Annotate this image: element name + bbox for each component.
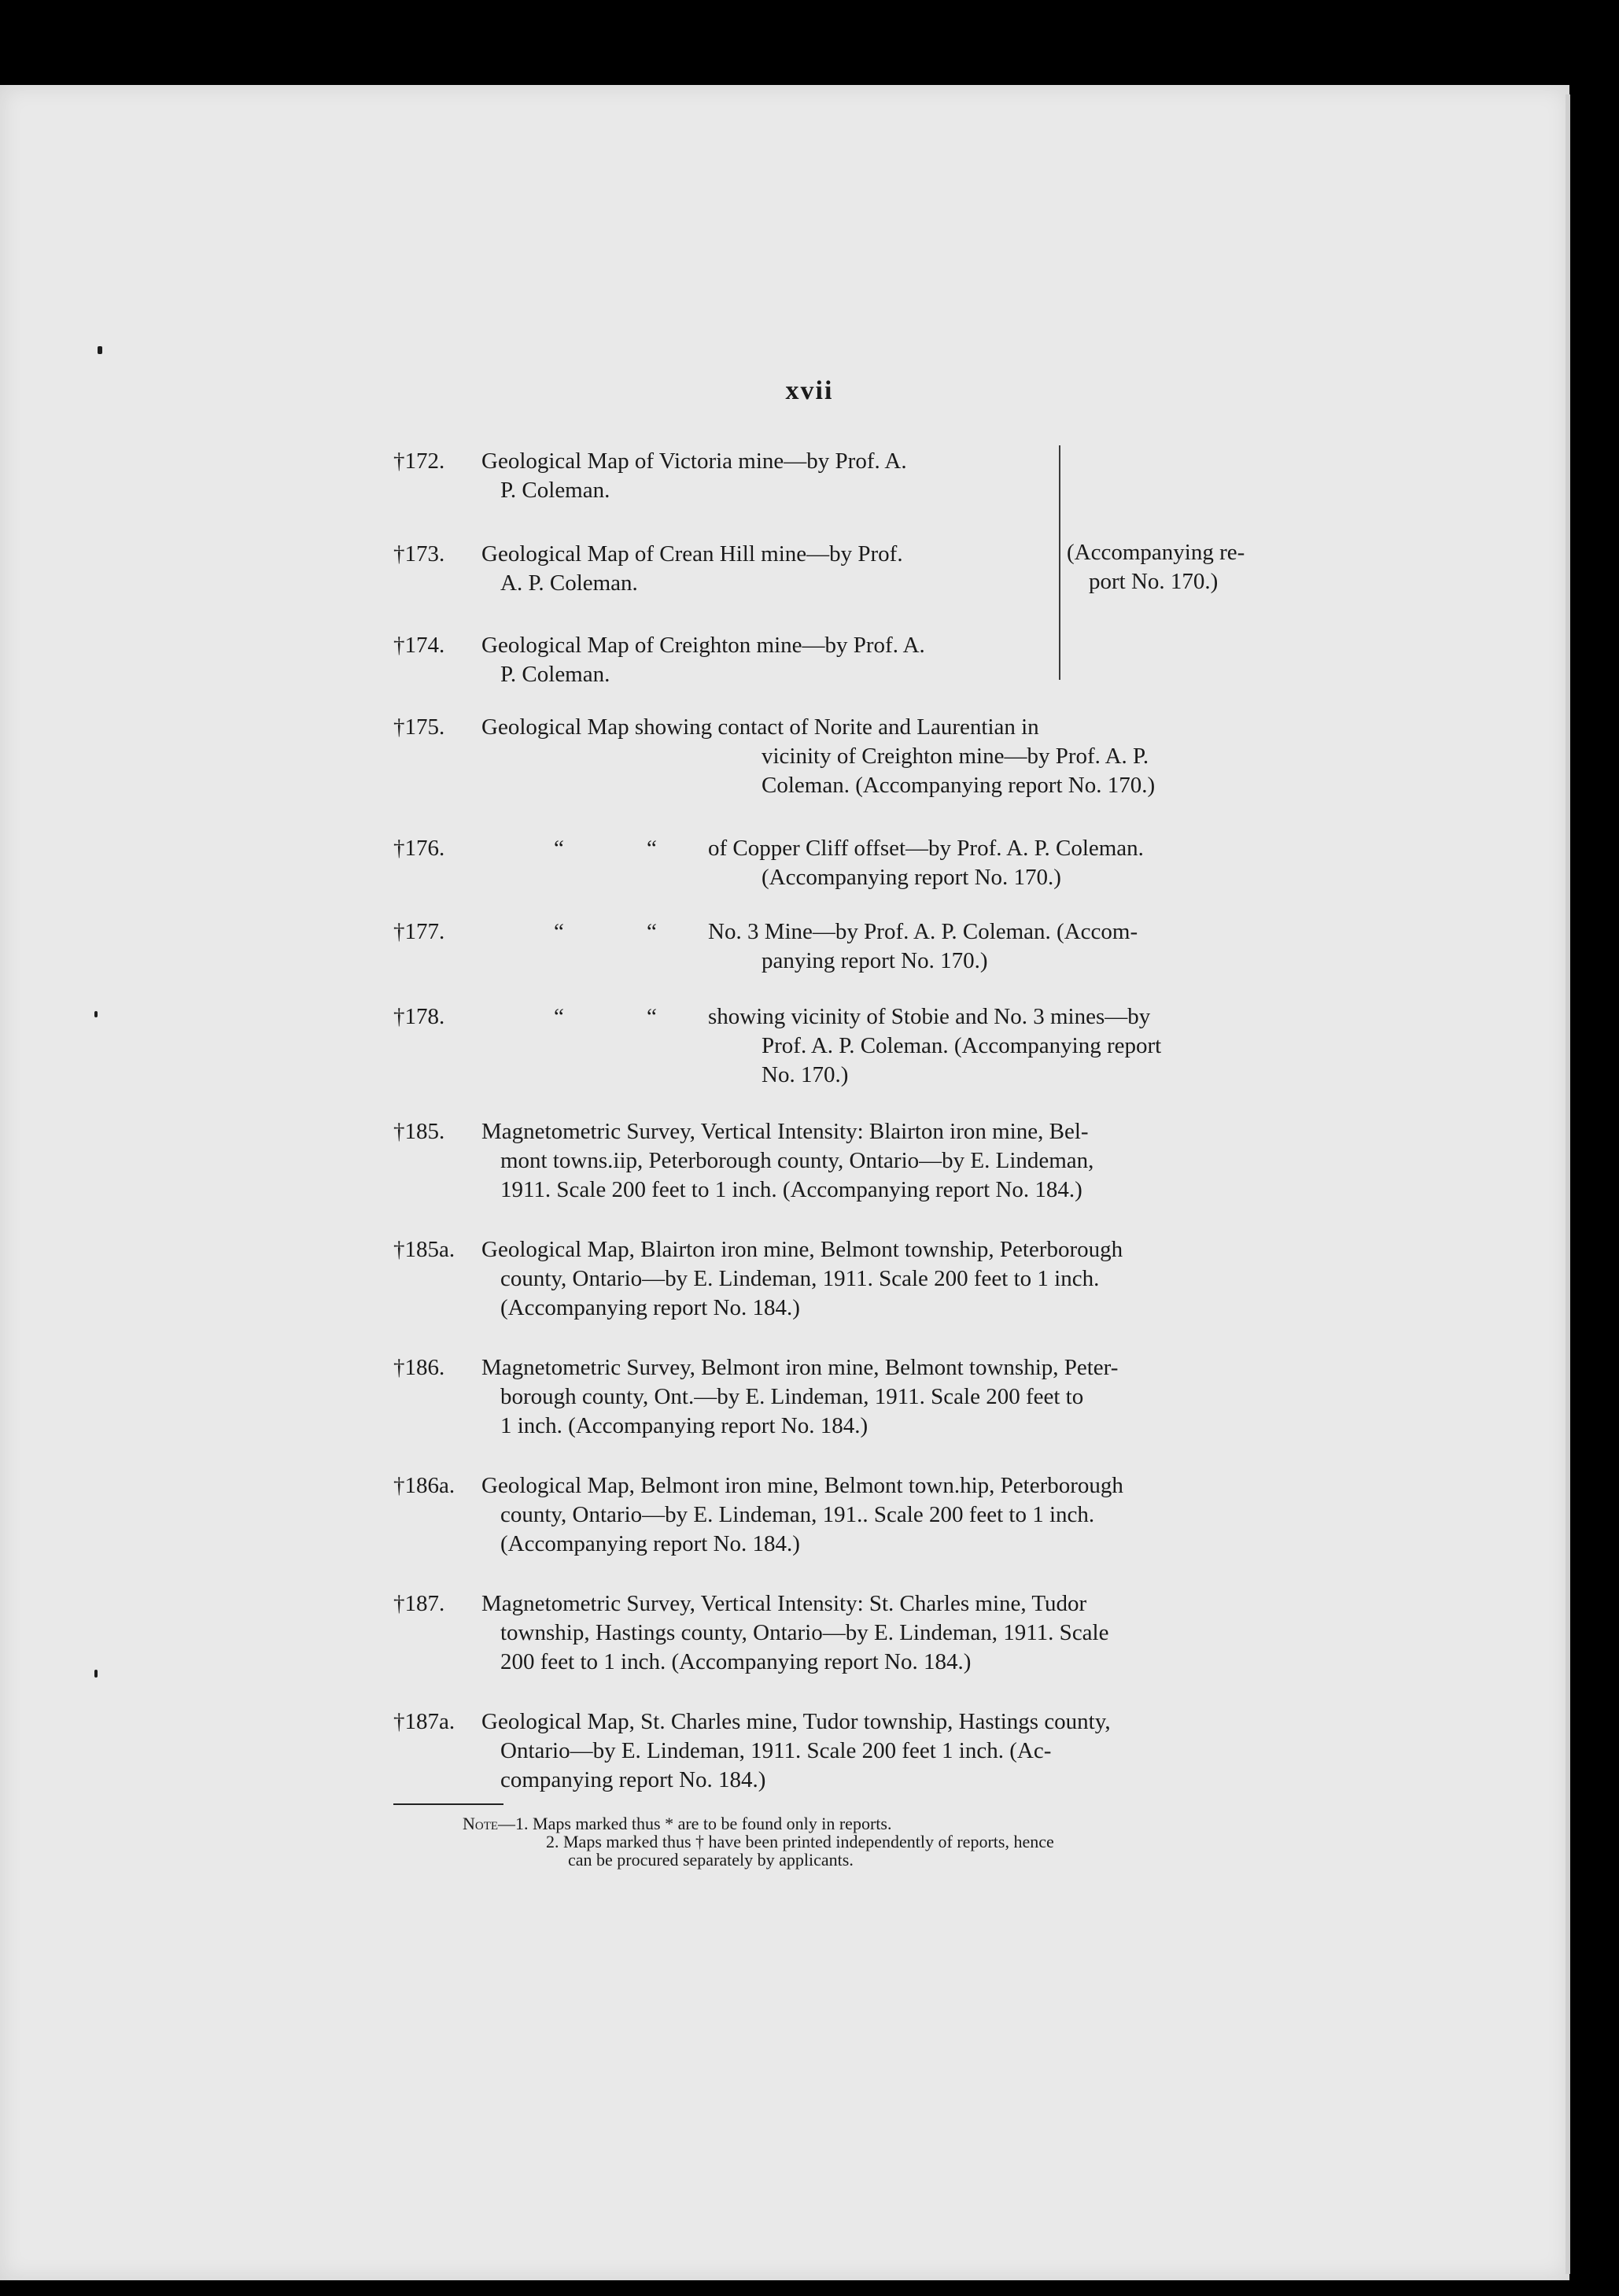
list-item bbox=[393, 1117, 1290, 1212]
entry-line: (Accompanying report No. 184.) bbox=[500, 1531, 800, 1556]
list-item bbox=[393, 1589, 1290, 1684]
entry-number: †175. bbox=[393, 714, 445, 740]
list-item bbox=[393, 1707, 1290, 1802]
entry-line: 200 feet to 1 inch. (Accompanying report No. 184.) bbox=[500, 1649, 972, 1674]
entry-line: Ontario—by E. Lindeman, 1911. Scale 200 feet 1 inch. (Ac- bbox=[500, 1738, 1052, 1763]
footnote-rule bbox=[393, 1803, 503, 1805]
scan-speck bbox=[94, 1670, 98, 1678]
list-item bbox=[393, 1002, 1290, 1097]
footnote-text: —1. Maps marked thus * are to be found only in reports. bbox=[498, 1814, 892, 1833]
entry-number: †174. bbox=[393, 633, 445, 658]
entry-number: †176. bbox=[393, 836, 445, 861]
entry-line: panying report No. 170.) bbox=[762, 948, 988, 973]
footnote-line: 2. Maps marked thus † have been printed independently of reports, hence bbox=[546, 1832, 1054, 1851]
footnote bbox=[463, 1814, 1054, 1869]
bracket-note-line: (Accompanying re- bbox=[1067, 540, 1245, 565]
list-item bbox=[393, 713, 1290, 807]
entry-line: Geological Map of Creighton mine—by Prof. A. bbox=[481, 633, 925, 658]
entry-number: †186a. bbox=[393, 1473, 455, 1498]
list-item bbox=[393, 917, 1290, 980]
entry-number: †185a. bbox=[393, 1237, 455, 1262]
entry-line: county, Ontario—by E. Lindeman, 191.. Scale 200 feet to 1 inch. bbox=[500, 1502, 1095, 1527]
entry-line: mont towns.iip, Peterborough county, Ontario—by E. Lindeman, bbox=[500, 1148, 1094, 1173]
entry-line: A. P. Coleman. bbox=[500, 570, 638, 596]
ditto-mark: “ bbox=[647, 1004, 657, 1029]
entry-number: †186. bbox=[393, 1355, 445, 1380]
entry-line: borough county, Ont.—by E. Lindeman, 1911. Scale 200 feet to bbox=[500, 1384, 1084, 1409]
entry-line: 1911. Scale 200 feet to 1 inch. (Accompanying report No. 184.) bbox=[500, 1177, 1082, 1202]
entry-line: vicinity of Creighton mine—by Prof. A. P. bbox=[762, 744, 1149, 769]
entry-number: †178. bbox=[393, 1004, 445, 1029]
entry-number: †185. bbox=[393, 1119, 445, 1144]
ditto-mark: “ bbox=[554, 919, 564, 944]
entry-line: Prof. A. P. Coleman. (Accompanying report bbox=[762, 1033, 1162, 1058]
page-number: xvii bbox=[785, 376, 834, 405]
entry-line: (Accompanying report No. 184.) bbox=[500, 1295, 800, 1320]
ditto-mark: “ bbox=[647, 836, 657, 861]
footnote-label: Note bbox=[463, 1814, 499, 1833]
list-item bbox=[393, 1235, 1290, 1330]
scan-speck bbox=[94, 1011, 98, 1017]
bracket-note bbox=[1067, 538, 1245, 596]
entry-number: †187a. bbox=[393, 1709, 455, 1734]
list-item bbox=[393, 834, 1290, 897]
list-item bbox=[393, 447, 1046, 510]
grouping-bracket bbox=[1051, 445, 1060, 680]
list-item bbox=[393, 631, 1046, 694]
entry-line: 1 inch. (Accompanying report No. 184.) bbox=[500, 1413, 869, 1438]
entry-line: P. Coleman. bbox=[500, 478, 610, 503]
entry-line: Coleman. (Accompanying report No. 170.) bbox=[762, 773, 1156, 798]
scan-speck bbox=[98, 346, 102, 354]
entry-number: †187. bbox=[393, 1591, 445, 1616]
entry-line: companying report No. 184.) bbox=[500, 1767, 766, 1792]
ditto-mark: “ bbox=[554, 836, 564, 861]
entry-line: (Accompanying report No. 170.) bbox=[762, 865, 1061, 890]
entry-line: Geological Map, Blairton iron mine, Belmont township, Peterborough bbox=[481, 1237, 1123, 1262]
entry-line: Geological Map of Victoria mine—by Prof. A. bbox=[481, 448, 907, 474]
entry-line: Geological Map, St. Charles mine, Tudor township, Hastings county, bbox=[481, 1709, 1111, 1734]
list-item bbox=[393, 1471, 1290, 1566]
page-edge bbox=[1566, 94, 1570, 2274]
entry-number: †173. bbox=[393, 541, 445, 567]
entry-line: of Copper Cliff offset—by Prof. A. P. Coleman. bbox=[708, 836, 1144, 861]
entry-number: †177. bbox=[393, 919, 445, 944]
entry-line: P. Coleman. bbox=[500, 662, 610, 687]
entry-line: No. 170.) bbox=[762, 1062, 849, 1087]
entry-line: Magnetometric Survey, Vertical Intensity: St. Charles mine, Tudor bbox=[481, 1591, 1087, 1616]
bracket-note-line: port No. 170.) bbox=[1089, 569, 1219, 594]
entry-number: †172. bbox=[393, 448, 445, 474]
entry-line: county, Ontario—by E. Lindeman, 1911. Scale 200 feet to 1 inch. bbox=[500, 1266, 1100, 1291]
entry-line: Geological Map, Belmont iron mine, Belmont town.hip, Peterborough bbox=[481, 1473, 1123, 1498]
entry-line: Geological Map of Crean Hill mine—by Prof. bbox=[481, 541, 903, 567]
entry-line: township, Hastings county, Ontario—by E. Lindeman, 1911. Scale bbox=[500, 1620, 1109, 1645]
ditto-mark: “ bbox=[554, 1004, 564, 1029]
list-item bbox=[393, 540, 1046, 603]
list-item bbox=[393, 1353, 1290, 1448]
entry-line: Geological Map showing contact of Norite and Laurentian in bbox=[481, 714, 1039, 740]
entry-line: showing vicinity of Stobie and No. 3 mines—by bbox=[708, 1004, 1151, 1029]
footnote-line: can be procured separately by applicants. bbox=[568, 1850, 854, 1870]
entry-line: No. 3 Mine—by Prof. A. P. Coleman. (Accom- bbox=[708, 919, 1138, 944]
ditto-mark: “ bbox=[647, 919, 657, 944]
entry-line: Magnetometric Survey, Vertical Intensity: Blairton iron mine, Bel- bbox=[481, 1119, 1089, 1144]
entry-line: Magnetometric Survey, Belmont iron mine, Belmont township, Peter- bbox=[481, 1355, 1119, 1380]
footnote-line bbox=[463, 1814, 1054, 1833]
